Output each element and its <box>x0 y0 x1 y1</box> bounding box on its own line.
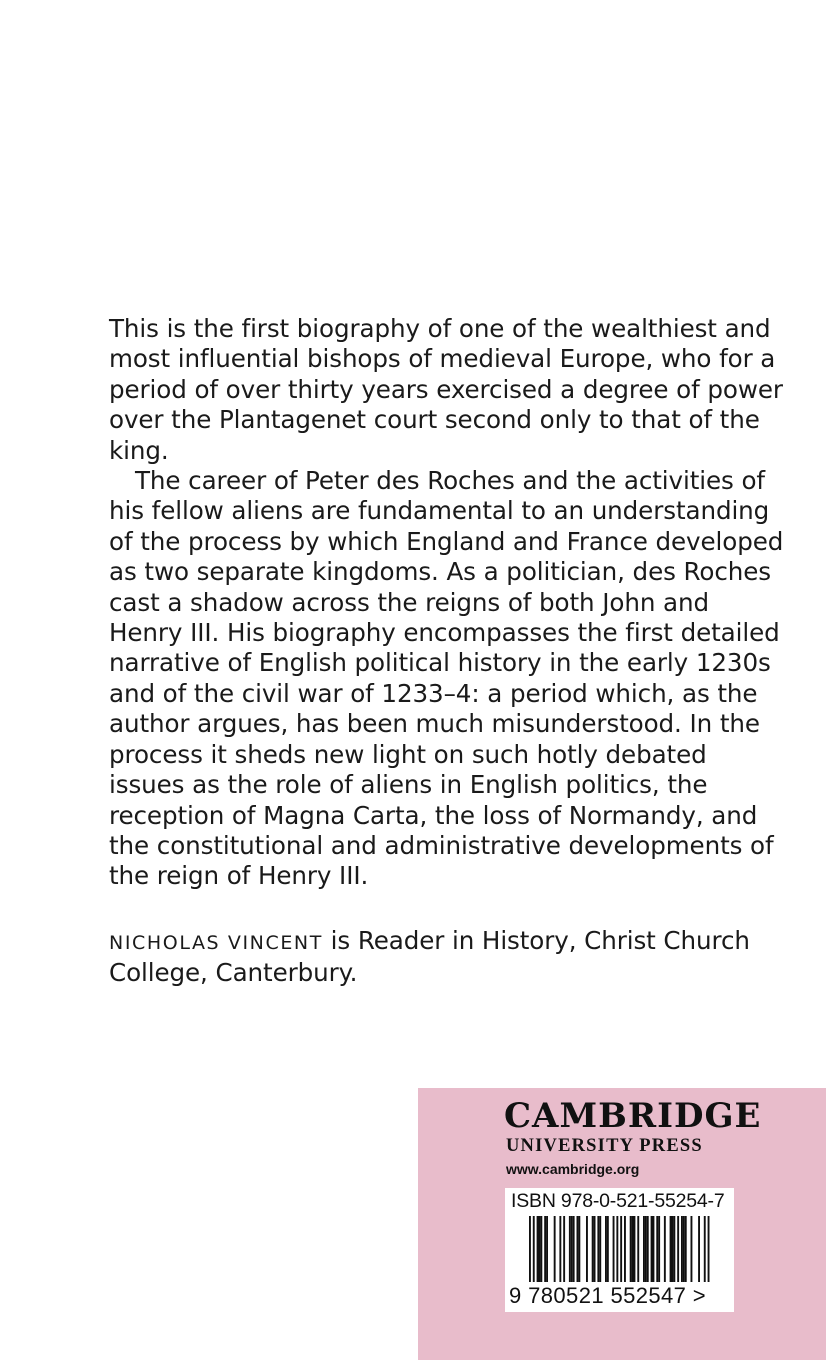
barcode-bar <box>630 1216 632 1282</box>
barcode-bar <box>698 1216 700 1282</box>
barcode-bar <box>529 1216 531 1282</box>
barcode-bar <box>670 1216 672 1282</box>
barcode-bar <box>533 1216 535 1282</box>
publisher-panel <box>418 1088 826 1360</box>
barcode-bar <box>653 1216 655 1282</box>
barcode-bar <box>613 1216 615 1282</box>
barcode-bar <box>708 1216 710 1282</box>
barcode-bar <box>546 1216 548 1282</box>
barcode-bar <box>664 1216 666 1282</box>
barcode-bar <box>677 1216 679 1282</box>
barcode-bar <box>683 1216 685 1282</box>
barcode-bar <box>691 1216 693 1282</box>
barcode-bar <box>571 1216 573 1282</box>
isbn-label: ISBN 978-0-521-55254-7 <box>511 1190 725 1212</box>
barcode-bar <box>643 1216 645 1282</box>
barcode-bar <box>620 1216 622 1282</box>
barcode-bar <box>563 1216 565 1282</box>
barcode-bar <box>651 1216 653 1282</box>
publisher-url: www.cambridge.org <box>506 1161 640 1177</box>
blurb-paragraph-1: This is the first biography of one of the wealthiest and most influential bishops of medieval Europe, who for a period of over thirty years exercised a degree of power over the Plantagenet court second only to that of the king. <box>109 314 783 465</box>
barcode-bar <box>586 1216 588 1282</box>
ean-digits: 9 780521 552547 > <box>509 1283 707 1308</box>
barcode-bar <box>637 1216 639 1282</box>
barcode-bar <box>573 1216 575 1282</box>
barcode-bar <box>569 1216 571 1282</box>
blurb-text <box>109 314 789 892</box>
barcode-bar <box>578 1216 580 1282</box>
barcode-box <box>505 1188 734 1312</box>
barcode-bar <box>539 1216 541 1282</box>
barcode-bar <box>685 1216 687 1282</box>
barcode-bar <box>559 1216 561 1282</box>
barcode-bar <box>704 1216 706 1282</box>
barcode-bar <box>672 1216 674 1282</box>
barcode-bar <box>616 1216 618 1282</box>
barcode-bar <box>592 1216 594 1282</box>
author-description: is Reader in History, Christ Church College, Canterbury. <box>109 926 750 988</box>
blurb-paragraph-2: The career of Peter des Roches and the activities of his fellow aliens are fundamental to an understanding of the process by which England and France developed as two separate kingdoms. As a politician, des Roches cast a shadow across the reigns of both John and Henry III. His biography encompasses the first detailed narrative of English political history in the early 1230s and of the civil war of 1233–4: a period which, as the author argues, has been much misunderstood. In the process it sheds new light on such hotly debated issues as the role of aliens in English politics, the reception of Magna Carta, the loss of Normandy, and the constitutional and administrative developments of the reign of Henry III. <box>109 466 784 891</box>
barcode-bar <box>658 1216 660 1282</box>
barcode-bar <box>632 1216 634 1282</box>
barcode-bar <box>673 1216 675 1282</box>
barcode-bar <box>594 1216 596 1282</box>
author-name: NICHOLAS VINCENT <box>109 932 323 954</box>
barcode-bar <box>537 1216 539 1282</box>
barcode-bar <box>540 1216 542 1282</box>
barcode-bar <box>656 1216 658 1282</box>
barcode-bar <box>634 1216 636 1282</box>
barcode-bar <box>605 1216 607 1282</box>
barcode-bar <box>597 1216 599 1282</box>
barcode-bar <box>647 1216 649 1282</box>
barcode-bar <box>577 1216 579 1282</box>
barcode-bar <box>645 1216 647 1282</box>
barcode-bars <box>509 1216 730 1282</box>
barcode-bar <box>624 1216 626 1282</box>
barcode-bar <box>607 1216 609 1282</box>
barcode-bar <box>544 1216 546 1282</box>
publisher-name: CAMBRIDGE <box>504 1096 762 1136</box>
barcode-bar <box>599 1216 601 1282</box>
barcode-bar <box>554 1216 556 1282</box>
publisher-subtitle: UNIVERSITY PRESS <box>506 1136 703 1156</box>
barcode-bar <box>681 1216 683 1282</box>
author-bio <box>109 926 789 989</box>
